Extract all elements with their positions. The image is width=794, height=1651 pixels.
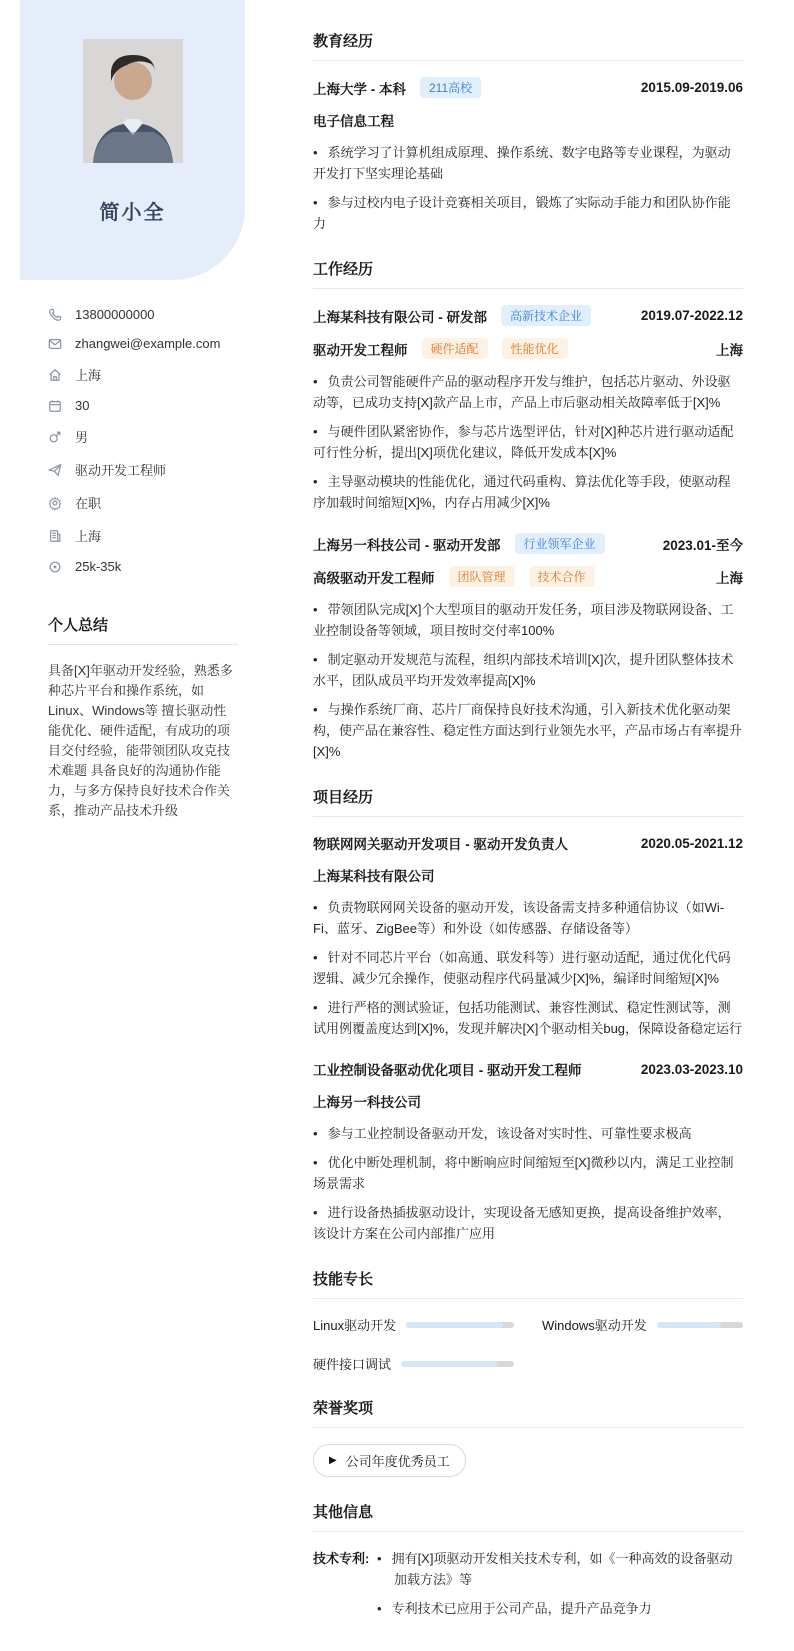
contact-email	[48, 336, 268, 351]
project-company: 上海某科技有限公司	[313, 869, 435, 884]
skill-progress-fill	[401, 1361, 497, 1367]
school-name: 上海大学 - 本科	[313, 81, 406, 97]
project2-head-row	[313, 1059, 743, 1079]
role-tag: 硬件适配	[422, 338, 488, 359]
education-section	[313, 30, 743, 234]
company-badge: 行业领军企业	[515, 533, 605, 554]
calendar-icon	[48, 399, 62, 413]
projects-section	[313, 786, 743, 1244]
skill-progress-bar	[401, 1361, 514, 1367]
project1-company-row	[313, 865, 743, 885]
send-icon	[48, 463, 62, 477]
work-date: 2019.07-2022.12	[640, 308, 743, 323]
project-company: 上海另一科技公司	[313, 1095, 421, 1110]
project-entry-1	[313, 833, 743, 1039]
mail-icon	[48, 337, 62, 351]
work-entry-1	[313, 305, 743, 513]
education-title: 教育经历	[313, 30, 743, 61]
work-bullet: • 带领团队完成[X]个大型项目的驱动开发任务，项目涉及物联网设备、工业控制设备等领域，项目按时交付率100%	[313, 599, 743, 641]
skill-label: Linux驱动开发	[313, 1318, 397, 1333]
work-entry-2	[313, 533, 743, 762]
personal-summary-text: 具备[X]年驱动开发经验，熟悉多种芯片平台和操作系统，如Linux、Windows等 擅长驱动性能优化、硬件适配，有成功的项目交付经验，能带领团队攻克技术难题 具备良好的沟通协作能力，与多方保持良好技术合作关系，推动产品技术升级	[48, 663, 233, 818]
building-icon	[48, 529, 62, 543]
contact-age-value: 30	[75, 398, 90, 413]
skill-label: 硬件接口调试	[313, 1357, 392, 1372]
other-info-row	[313, 1548, 743, 1627]
contact-job-intention	[48, 460, 268, 479]
project-date: 2023.03-2023.10	[640, 1061, 743, 1077]
role-tag: 团队管理	[449, 566, 515, 587]
project-bullet: • 进行设备热插拔驱动设计，实现设备无感知更换，提高设备维护效率，该设计方案在公司内部推广应用	[313, 1202, 743, 1244]
contact-status	[48, 493, 268, 512]
other-info-list	[377, 1548, 743, 1627]
education-head-row	[313, 77, 743, 98]
other-info-bullet: • 专利技术已应用于公司产品，提升产品竞争力	[377, 1598, 743, 1619]
work-bullet: • 与操作系统厂商、芯片厂商保持良好技术沟通，引入新技术优化驱动架构，使产品在兼容性、稳定性方面达到行业领先水平，产品市场占有率提升[X]%	[313, 699, 743, 762]
project1-head-row	[313, 833, 743, 853]
contact-location	[48, 365, 268, 384]
contact-status-value: 在职	[75, 496, 102, 511]
education-date: 2015.09-2019.06	[640, 80, 743, 95]
education-entry	[313, 77, 743, 234]
education-major-row	[313, 110, 743, 130]
skills-title: 技能专长	[313, 1268, 743, 1299]
contact-gender	[48, 427, 268, 446]
skill-progress-bar	[406, 1322, 514, 1328]
work-section	[313, 258, 743, 762]
contact-gender-value: 男	[75, 430, 89, 445]
role-name: 高级驱动开发工程师	[313, 570, 435, 586]
gender-icon	[48, 430, 62, 444]
main-content	[313, 30, 743, 1651]
education-bullet: • 参与过校内电子设计竞赛相关项目，锻炼了实际动手能力和团队协作能力	[313, 192, 743, 234]
work-bullet: • 与硬件团队紧密协作，参与芯片选型评估，针对[X]种芯片进行驱动适配可行性分析，提出[X]项优化建议，降低开发成本[X]%	[313, 421, 743, 463]
contact-salary	[48, 559, 268, 574]
personal-summary-title: 个人总结	[48, 614, 238, 645]
project2-company-row	[313, 1091, 743, 1111]
project-bullet: • 负责物联网网关设备的驱动开发，该设备需支持多种通信协议（如Wi-Fi、蓝牙、ZigBee等）和外设（如传感器、存储设备等）	[313, 897, 743, 939]
target-icon	[48, 560, 62, 574]
project-bullet: • 参与工业控制设备驱动开发，该设备对实时性、可靠性要求极高	[313, 1123, 743, 1144]
contact-company-city	[48, 526, 268, 545]
skill-progress-fill	[657, 1322, 722, 1328]
contact-job-intention-value: 驱动开发工程师	[75, 463, 167, 478]
work-location: 上海	[716, 570, 743, 586]
honors-section	[313, 1397, 743, 1477]
work2-role-row	[313, 566, 743, 587]
honor-label: 公司年度优秀员工	[345, 1454, 450, 1469]
contact-phone-value: 13800000000	[75, 307, 155, 322]
work-title: 工作经历	[313, 258, 743, 289]
major-name: 电子信息工程	[313, 114, 394, 129]
phone-icon	[48, 308, 62, 322]
school-badge: 211高校	[420, 77, 481, 98]
work2-company-row	[313, 533, 743, 554]
project-bullet: • 进行严格的测试验证，包括功能测试、兼容性测试、稳定性测试等，测试用例覆盖度达到[X]%，发现并解决[X]个驱动相关bug，保障设备稳定运行	[313, 997, 743, 1039]
person-name: 简小全	[99, 202, 166, 224]
role-name: 驱动开发工程师	[313, 342, 408, 358]
work-bullet: • 负责公司智能硬件产品的驱动程序开发与维护，包括芯片驱动、外设驱动等，已成功支持[X]款产品上市，产品上市后驱动相关故障率低于[X]%	[313, 371, 743, 413]
role-tag: 性能优化	[502, 338, 568, 359]
honors-title: 荣誉奖项	[313, 1397, 743, 1428]
skills-section	[313, 1268, 743, 1373]
other-info-section	[313, 1501, 743, 1627]
skill-item-hardware	[313, 1354, 514, 1373]
home-icon	[48, 368, 62, 382]
work1-company-row	[313, 305, 743, 326]
personal-summary-section	[48, 614, 238, 821]
other-info-label: 技术专利:	[313, 1551, 370, 1566]
sidebar	[0, 0, 268, 821]
skill-item-linux	[313, 1315, 514, 1334]
project-bullet: • 优化中断处理机制，将中断响应时间缩短至[X]微秒以内，满足工业控制场景需求	[313, 1152, 743, 1194]
company-name: 上海另一科技公司 - 驱动开发部	[313, 537, 501, 553]
contact-phone	[48, 307, 268, 322]
skill-progress-bar	[657, 1322, 743, 1328]
work-location: 上海	[716, 342, 743, 358]
contact-age	[48, 398, 268, 413]
skill-item-windows	[542, 1315, 743, 1334]
portrait-placeholder-image	[83, 39, 183, 163]
project-name: 工业控制设备驱动优化项目 - 驱动开发工程师	[313, 1063, 582, 1078]
company-name: 上海某科技有限公司 - 研发部	[313, 309, 487, 325]
other-info-title: 其他信息	[313, 1501, 743, 1532]
role-tag: 技术合作	[529, 566, 595, 587]
work-bullet: • 制定驱动开发规范与流程，组织内部技术培训[X]次，提升团队整体技术水平，团队成员平均开发效率提高[X]%	[313, 649, 743, 691]
company-badge: 高新技术企业	[501, 305, 591, 326]
project-date: 2020.05-2021.12	[640, 835, 743, 851]
profile-photo	[83, 39, 183, 163]
project-bullet: • 针对不同芯片平台（如高通、联发科等）进行驱动适配，通过优化代码逻辑、减少冗余操作，使驱动程序代码量减少[X]%，编译时间缩短[X]%	[313, 947, 743, 989]
gear-icon	[48, 496, 62, 510]
work-bullet: • 主导驱动模块的性能优化，通过代码重构、算法优化等手段，使驱动程序加载时间缩短[X]%，内存占用减少[X]%	[313, 471, 743, 513]
work1-role-row	[313, 338, 743, 359]
play-icon: ▶	[329, 1454, 337, 1466]
contact-list	[48, 307, 268, 574]
education-bullet: • 系统学习了计算机组成原理、操作系统、数字电路等专业课程，为驱动开发打下坚实理论基础	[313, 142, 743, 184]
project-entry-2	[313, 1059, 743, 1244]
skill-label: Windows驱动开发	[542, 1318, 647, 1333]
contact-salary-value: 25k-35k	[75, 559, 122, 574]
skills-grid	[313, 1315, 743, 1373]
contact-email-value: zhangwei@example.com	[75, 336, 221, 351]
other-info-bullet: • 拥有[X]项驱动开发相关技术专利，如《一种高效的设备驱动加载方法》等	[377, 1548, 743, 1590]
skill-progress-fill	[406, 1322, 503, 1328]
contact-location-value: 上海	[75, 368, 102, 383]
work-date: 2023.01-至今	[662, 537, 743, 553]
project-name: 物联网网关驱动开发项目 - 驱动开发负责人	[313, 837, 568, 852]
honor-item-button[interactable]	[313, 1444, 466, 1477]
projects-title: 项目经历	[313, 786, 743, 817]
contact-company-city-value: 上海	[75, 529, 102, 544]
